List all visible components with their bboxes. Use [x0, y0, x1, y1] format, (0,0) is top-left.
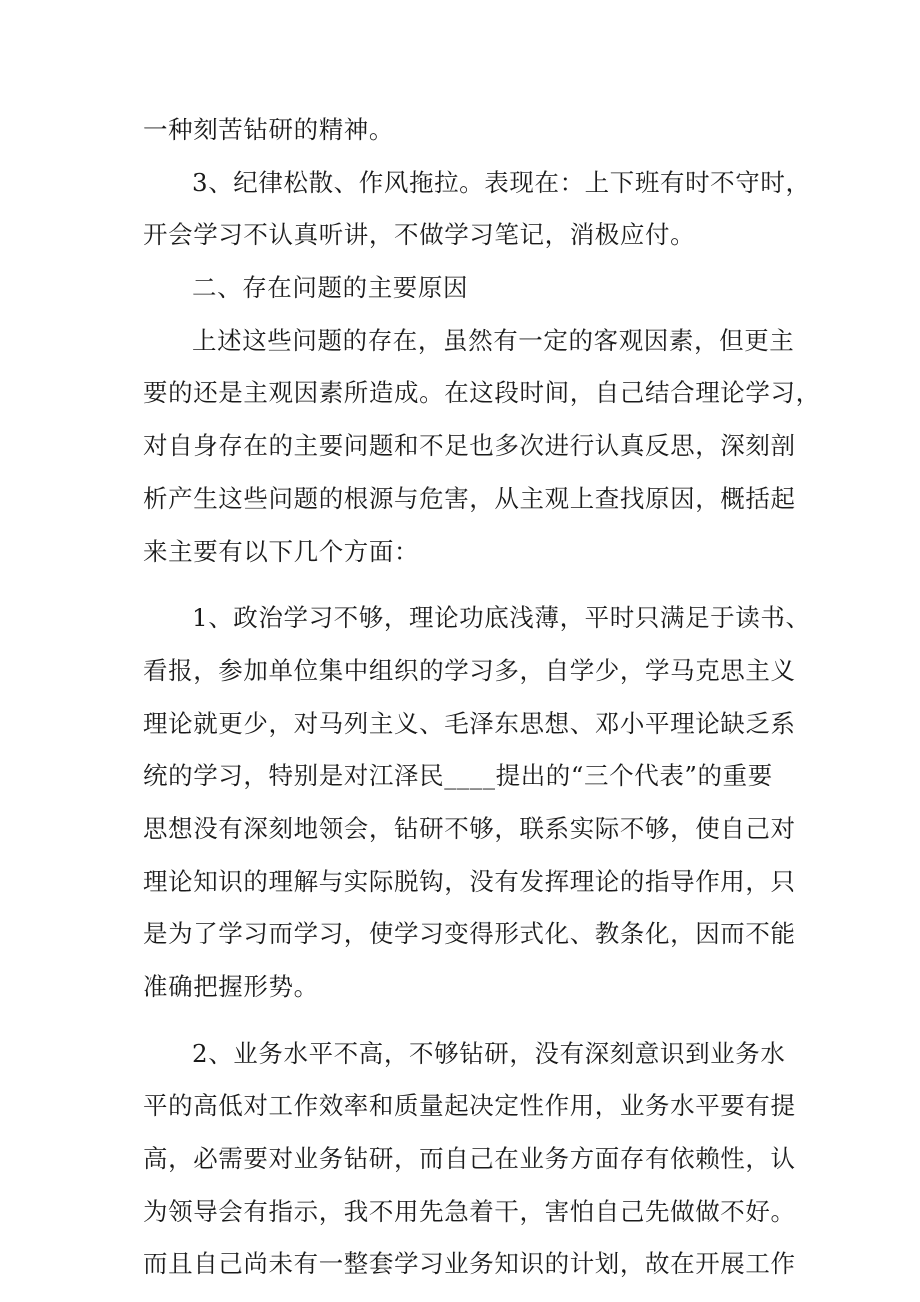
text-line-14: 思想没有深刻地领会，钻研不够，联系实际不够，使自己对: [143, 813, 796, 843]
text-line-19: 平的高低对工作效率和质量起决定性作用，业务水平要有提: [143, 1091, 796, 1121]
text-line-17: 准确把握形势。: [143, 972, 319, 1001]
text-line-16: 是为了学习而学习，使学习变得形式化、教条化，因而不能: [143, 919, 796, 949]
text-line-9: 来主要有以下几个方面：: [143, 536, 420, 566]
text-line-2: 3、纪律松散、作风拖拉。表现在：上下班有时不守时，: [192, 167, 811, 197]
section-heading: 二、存在问题的主要原因: [192, 273, 469, 303]
text-line-8: 析产生这些问题的根源与危害，从主观上查找原因，概括起: [143, 483, 796, 513]
text-line-6: 要的还是主观因素所造成。在这段时间，自己结合理论学习，: [143, 378, 821, 408]
text-line-15: 理论知识的理解与实际脱钩，没有发挥理论的指导作用，只: [143, 866, 796, 896]
text-line-22: 而且自己尚未有一整套学习业务知识的计划，故在开展工作: [143, 1249, 796, 1279]
text-line-1: 一种刻苦钻研的精神。: [143, 115, 394, 144]
text-line-20: 高，必需要对业务钻研，而自己在业务方面存有依赖性，认: [143, 1144, 796, 1174]
text-line-10: 1、政治学习不够，理论功底浅薄，平时只满足于读书、: [192, 603, 811, 633]
document-body: [143, 104, 821, 1291]
text-line-12: 理论就更少，对马列主义、毛泽东思想、邓小平理论缺乏系: [143, 708, 796, 738]
text-line-21: 为领导会有指示，我不用先急着干，害怕自己先做做不好。: [143, 1196, 796, 1226]
text-line-7: 对自身存在的主要问题和不足也多次进行认真反思，深刻剖: [143, 431, 796, 461]
text-line-11: 看报，参加单位集中组织的学习多，自学少，学马克思主义: [143, 655, 796, 685]
text-line-3: 开会学习不认真听讲，不做学习笔记，消极应付。: [143, 220, 696, 250]
text-line-5: 上述这些问题的存在，虽然有一定的客观因素，但更主: [192, 325, 795, 355]
text-line-18: 2、业务水平不高，不够钻研，没有深刻意识到业务水: [192, 1038, 786, 1068]
text-line-13: 统的学习，特别是对江泽民____提出的“三个代表”的重要: [143, 761, 773, 791]
